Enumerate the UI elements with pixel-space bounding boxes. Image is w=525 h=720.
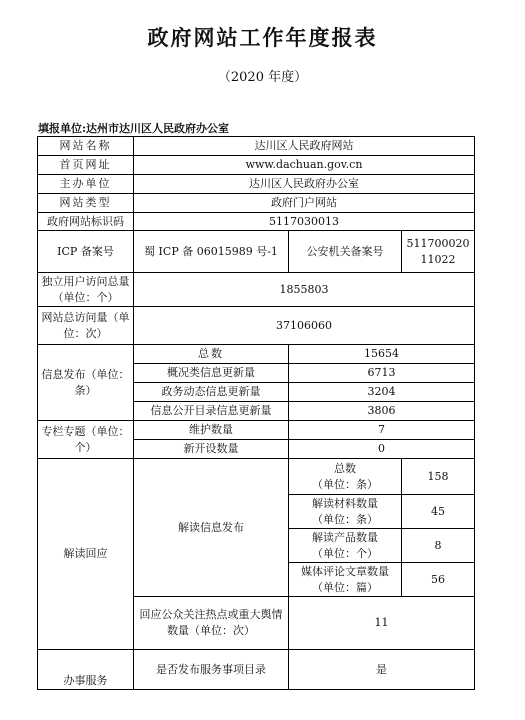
info-release-item-label: 政务动态信息更新量 xyxy=(134,383,289,402)
site-type-value: 政府门户网站 xyxy=(134,194,475,213)
row-label-site-type: 网站类型 xyxy=(38,194,134,213)
special-topic-item-value: 7 xyxy=(289,421,475,440)
row-label-site-id: 政府网站标识码 xyxy=(38,213,134,231)
report-table xyxy=(37,136,475,690)
interpretation-sub-label: 解读信息发布 xyxy=(134,459,289,597)
row-label-host-unit: 主办单位 xyxy=(38,175,134,194)
interpretation-item-value: 158 xyxy=(402,459,475,495)
info-release-label: 信息发布（单位：条） xyxy=(38,345,134,421)
table-row xyxy=(38,194,475,213)
interpretation-item-value: 8 xyxy=(402,529,475,563)
special-topic-item-label: 维护数量 xyxy=(134,421,289,440)
special-topics-label: 专栏专题（单位：个） xyxy=(38,421,134,459)
icp-value: 蜀 ICP 备 06015989 号-1 xyxy=(134,231,289,273)
interpretation-item-label: 媒体评论文章数量 （单位：篇） xyxy=(289,563,402,597)
hotspot-value: 11 xyxy=(289,597,475,650)
row-label-visitors: 独立用户访问总量（单位：个） xyxy=(38,273,134,307)
hotspot-label: 回应公众关注热点或重大舆情数量（单位：次） xyxy=(134,597,289,650)
filing-unit: 填报单位:达州市达川区人民政府办公室 xyxy=(38,122,230,135)
page-title: 政府网站工作年度报表 xyxy=(147,26,378,50)
interpretation-item-label: 解读材料数量 （单位：条） xyxy=(289,495,402,529)
info-release-item-value: 6713 xyxy=(289,364,475,383)
interpretation-item-value: 45 xyxy=(402,495,475,529)
info-release-item-label: 总数 xyxy=(134,345,289,364)
table-row xyxy=(38,273,475,307)
host-unit-value: 达川区人民政府办公室 xyxy=(134,175,475,194)
visits-value: 37106060 xyxy=(134,307,475,345)
services-label: 办事服务 xyxy=(38,650,134,690)
special-topic-item-label: 新开设数量 xyxy=(134,440,289,459)
police-record-label: 公安机关备案号 xyxy=(289,231,402,273)
info-release-item-value: 15654 xyxy=(289,345,475,364)
home-url-value: www.dachuan.gov.cn xyxy=(134,156,475,175)
site-name-value: 达川区人民政府网站 xyxy=(134,137,475,156)
table-row xyxy=(38,459,475,495)
interpretation-item-value: 56 xyxy=(402,563,475,597)
table-row xyxy=(38,213,475,231)
interpretation-label: 解读回应 xyxy=(38,459,134,650)
police-record-value: 51170002011022 xyxy=(402,231,475,273)
table-row xyxy=(38,307,475,345)
row-label-visits: 网站总访问量（单位：次） xyxy=(38,307,134,345)
info-release-item-label: 概况类信息更新量 xyxy=(134,364,289,383)
services-catalog-label: 是否发布服务事项目录 xyxy=(134,650,289,690)
info-release-item-value: 3204 xyxy=(289,383,475,402)
table-row xyxy=(38,156,475,175)
info-release-item-value: 3806 xyxy=(289,402,475,421)
site-id-value: 5117030013 xyxy=(134,213,475,231)
table-row xyxy=(38,175,475,194)
table-row xyxy=(38,231,475,273)
table-row xyxy=(38,345,475,364)
visitors-value: 1855803 xyxy=(134,273,475,307)
page-subtitle: （2020 年度） xyxy=(217,70,308,85)
interpretation-item-label: 解读产品数量 （单位：个） xyxy=(289,529,402,563)
row-label-icp: ICP 备案号 xyxy=(38,231,134,273)
table-row xyxy=(38,650,475,690)
info-release-item-label: 信息公开目录信息更新量 xyxy=(134,402,289,421)
row-label-site-name: 网站名称 xyxy=(38,137,134,156)
special-topic-item-value: 0 xyxy=(289,440,475,459)
table-row xyxy=(38,137,475,156)
services-catalog-value: 是 xyxy=(289,650,475,690)
table-row xyxy=(38,421,475,440)
row-label-home-url: 首页网址 xyxy=(38,156,134,175)
interpretation-item-label: 总数 （单位：条） xyxy=(289,459,402,495)
